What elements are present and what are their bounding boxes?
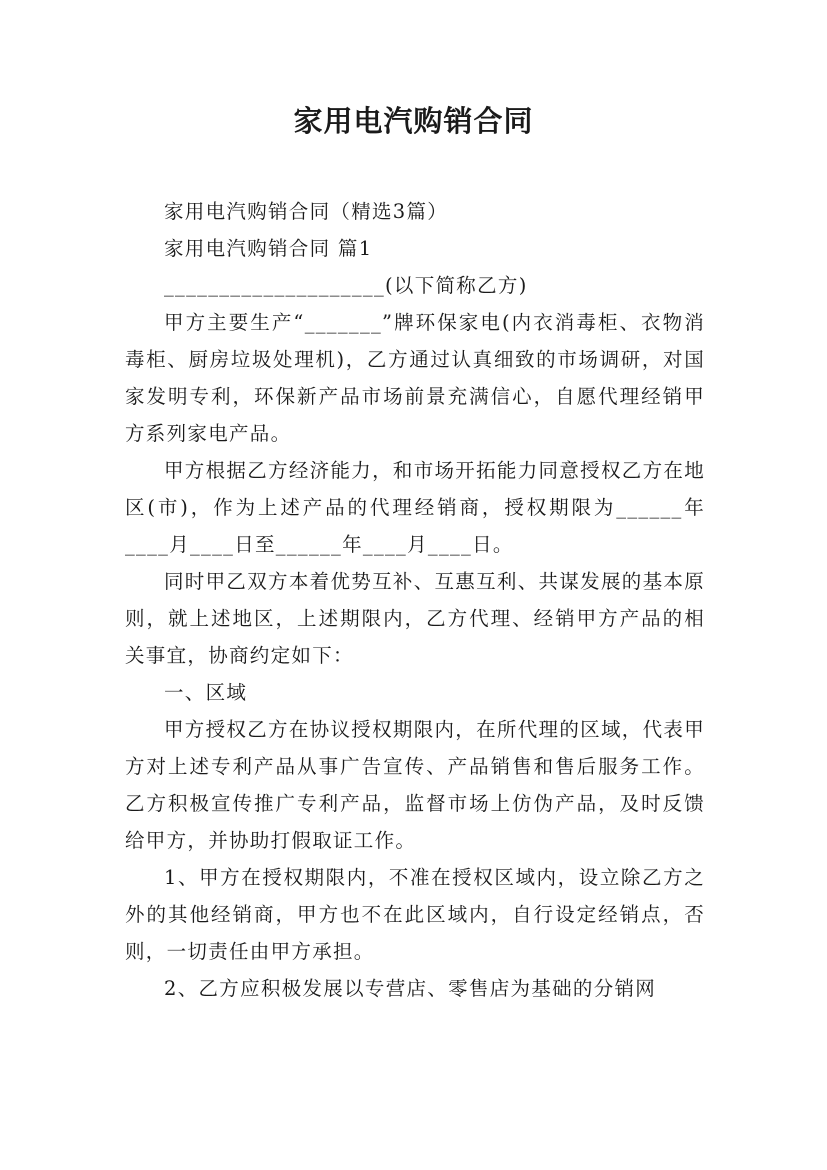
paragraph-clause-item: 2、乙方应积极发展以专营店、零售店为基础的分销网 bbox=[164, 977, 657, 1000]
document-body bbox=[125, 193, 705, 1007]
paragraph-clause-heading: 一、区域 bbox=[164, 681, 248, 704]
paragraph-subtitle: 家用电汽购销合同（精选3篇） bbox=[164, 200, 449, 223]
paragraph: 同时甲乙双方本着优势互补、互惠互利、共谋发展的基本原则，就上述地区，上述期限内，乙方代理、经销甲方产品的相关事宜，协商约定如下： bbox=[125, 570, 705, 667]
paragraph: 甲方主要生产“_______”牌环保家电(内衣消毒柜、衣物消毒柜、厨房垃圾处理机)，乙方通过认真细致的市场调研，对国家发明专利，环保新产品市场前景充满信心，自愿代理经销甲方系列家电产品。 bbox=[125, 311, 705, 445]
paragraph-section-heading: 家用电汽购销合同 篇1 bbox=[164, 237, 373, 260]
paragraph: 甲方授权乙方在协议授权期限内，在所代理的区域，代表甲方对上述专利产品从事广告宣传、产品销售和售后服务工作。乙方积极宣传推广专利产品，监督市场上仿伪产品，及时反馈给甲方，并协助打假取证工作。 bbox=[125, 718, 705, 852]
paragraph-clause-item: 1、甲方在授权期限内，不准在授权区域内，设立除乙方之外的其他经销商，甲方也不在此区域内，自行设定经销点，否则，一切责任由甲方承担。 bbox=[125, 866, 705, 963]
paragraph: 甲方根据乙方经济能力，和市场开拓能力同意授权乙方在地区(市)，作为上述产品的代理经销商，授权期限为______年____月____日至______年____月____日。 bbox=[125, 459, 705, 556]
paragraph-party-b-line: ____________________(以下简称乙方) bbox=[164, 274, 528, 297]
document-title: 家用电汽购销合同 bbox=[293, 104, 534, 138]
